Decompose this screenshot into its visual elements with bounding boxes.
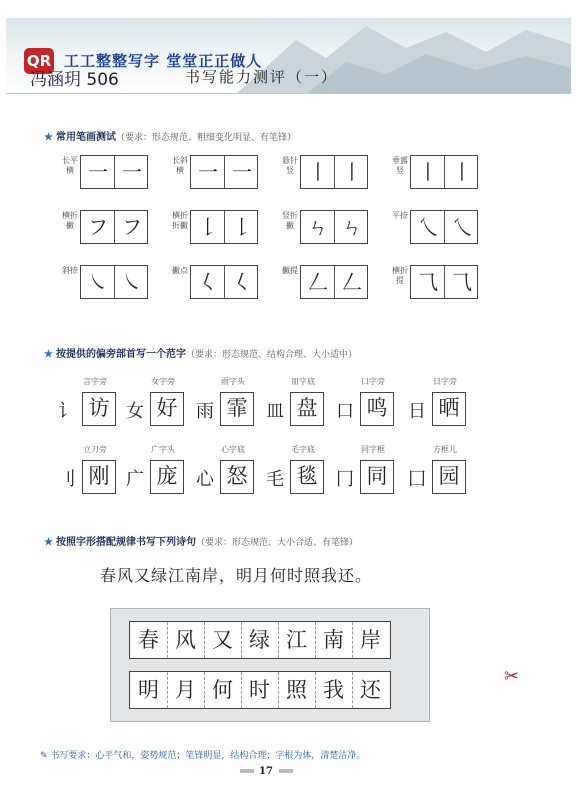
radical-glyph: 冂: [336, 469, 354, 490]
poem-divider: [241, 672, 242, 708]
stroke-sample: 𡿨: [198, 270, 218, 294]
poem-divider: [352, 672, 353, 708]
stroke-label: 竖折撇: [282, 211, 298, 230]
stroke-label: 悬针竖: [282, 156, 298, 175]
poem-divider: [204, 672, 205, 708]
radical-glyph: 毛: [266, 469, 284, 490]
stroke-practice-box: [410, 265, 478, 299]
brush-icon: ✎: [40, 751, 51, 761]
stroke-sample: 一: [122, 160, 142, 184]
star-icon: ★: [44, 132, 53, 143]
page-number-decoration: [279, 769, 293, 773]
poem-char: 明: [138, 678, 159, 702]
stroke-practice-box: [190, 265, 258, 299]
poem-char: 江: [286, 628, 307, 652]
stroke-sample: ⺄: [452, 270, 472, 294]
stroke-sample: ㄣ: [308, 215, 328, 239]
radical-name: 同字框: [361, 445, 385, 454]
stroke-sample: 𠄌: [198, 215, 218, 239]
poem-char: 照: [286, 678, 307, 702]
section2-requirement: （要求：形态规范、结构合理、大小适中）: [185, 350, 357, 360]
example-char-box: 访: [82, 392, 116, 426]
section2-title: 按提供的偏旁部首写一个范字: [55, 349, 186, 360]
stroke-label: 横折撇: [62, 211, 78, 230]
stroke-sample: 一: [88, 160, 108, 184]
example-char-box: 盘: [290, 392, 324, 426]
example-char-box: 刚: [82, 460, 116, 494]
student-name: 冯涵玥 506: [30, 70, 119, 90]
poem-char: 绿: [249, 628, 270, 652]
poem-char: 还: [360, 678, 381, 702]
poem-divider: [315, 672, 316, 708]
example-char-box: 鸣: [360, 392, 394, 426]
stroke-sample: ㇏: [88, 270, 108, 294]
poem-frame: [110, 608, 430, 722]
example-char-box: 同: [360, 460, 394, 494]
poem-line-1: [129, 621, 391, 659]
poem-divider: [278, 622, 279, 658]
stroke-practice-box: [80, 210, 148, 244]
section3-requirement: （要求：形态规范、大小合适、有笔锋）: [195, 538, 358, 548]
stroke-sample: 𠃋: [342, 270, 362, 294]
example-char-box: 晒: [432, 392, 466, 426]
radical-glyph: 皿: [266, 401, 284, 422]
stroke-sample: 丨: [308, 160, 328, 184]
page-number-decoration: [240, 769, 254, 773]
poem-divider: [315, 622, 316, 658]
stroke-sample: 丨: [342, 160, 362, 184]
radical-glyph: 囗: [408, 469, 426, 490]
radical-glyph: 雨: [196, 401, 214, 422]
poem-char: 春: [138, 628, 159, 652]
radical-glyph: 女: [126, 401, 144, 422]
radical-glyph: 广: [126, 469, 144, 490]
poem-text: 春风又绿江南岸，明月何时照我还。: [100, 566, 373, 585]
poem-char: 南: [323, 628, 344, 652]
stroke-label: 斜捺: [62, 266, 78, 275]
section3-heading: [44, 533, 358, 548]
example-char-box: 园: [432, 460, 466, 494]
stroke-practice-box: [190, 210, 258, 244]
stroke-practice-box: [300, 265, 368, 299]
section1-title: 常用笔画测试: [55, 132, 116, 143]
radical-name: 皿字底: [291, 377, 315, 386]
poem-line-2: [129, 671, 391, 709]
stroke-label: 垂露竖: [392, 156, 408, 175]
stroke-practice-box: [190, 155, 258, 189]
stroke-label: 长斜横: [172, 156, 188, 175]
section3-title: 按照字形搭配规律书写下列诗句: [55, 537, 196, 548]
radical-name: 方框儿: [433, 445, 457, 454]
page-title: 书写能力测评（一）: [185, 68, 339, 86]
poem-divider: [278, 672, 279, 708]
stroke-practice-box: [410, 210, 478, 244]
stroke-sample: 𡿨: [232, 270, 252, 294]
poem-char: 又: [212, 628, 233, 652]
stroke-practice-box: [300, 155, 368, 189]
star-icon: ★: [44, 349, 53, 360]
footer-requirement-text: 书写要求：心平气和，姿势规范；笔锋明显，结构合理；字根为体，清楚洁净。: [50, 751, 366, 761]
stroke-sample: 𠃋: [308, 270, 328, 294]
stroke-sample: 丨: [452, 160, 472, 184]
radical-name: 雨字头: [221, 377, 245, 386]
footer-requirement: [40, 748, 365, 761]
poem-divider: [167, 672, 168, 708]
radical-glyph: 讠: [58, 401, 76, 422]
radical-name: 立刀旁: [83, 445, 107, 454]
poem-divider: [352, 622, 353, 658]
poem-char: 岸: [360, 628, 381, 652]
stroke-sample: 乀: [452, 215, 472, 239]
radical-glyph: 口: [336, 401, 354, 422]
radical-name: 口字旁: [361, 377, 385, 386]
poem-char: 月: [175, 678, 196, 702]
stroke-label: 平捺: [392, 211, 408, 220]
radical-name: 女字旁: [151, 377, 175, 386]
publisher-logo: QR: [24, 48, 54, 74]
radical-glyph: 心: [196, 469, 214, 490]
stroke-practice-box: [410, 155, 478, 189]
poem-char: 时: [249, 678, 270, 702]
section2-heading: [44, 345, 357, 360]
stroke-label: 长平横: [62, 156, 78, 175]
scissors-icon: ✂: [504, 666, 520, 687]
stroke-practice-box: [80, 265, 148, 299]
stroke-practice-box: [80, 155, 148, 189]
example-char-box: 毯: [290, 460, 324, 494]
poem-char: 何: [212, 678, 233, 702]
section1-heading: [44, 128, 296, 143]
radical-name: 心字底: [221, 445, 245, 454]
example-char-box: 霏: [220, 392, 254, 426]
stroke-sample: ㄣ: [342, 215, 362, 239]
example-char-box: 庞: [150, 460, 184, 494]
poem-divider: [167, 622, 168, 658]
stroke-sample: 𠄌: [232, 215, 252, 239]
radical-name: 毛字底: [291, 445, 315, 454]
slogan: 工工整整写字 堂堂正正做人: [64, 52, 263, 70]
radical-glyph: 日: [408, 401, 426, 422]
page-number: 17: [259, 766, 273, 777]
stroke-sample: フ: [88, 215, 108, 239]
stroke-practice-box: [300, 210, 368, 244]
stroke-sample: 一: [232, 160, 252, 184]
stroke-sample: フ: [122, 215, 142, 239]
section1-requirement: （要求：形态规范、粗细变化明显、有笔锋）: [115, 133, 296, 143]
stroke-label: 撇提: [282, 266, 298, 275]
poem-char: 我: [323, 678, 344, 702]
example-char-box: 怒: [220, 460, 254, 494]
radical-name: 言字旁: [83, 377, 107, 386]
stroke-label: 撇点: [172, 266, 188, 275]
stroke-sample: 一: [198, 160, 218, 184]
stroke-sample: ⺄: [418, 270, 438, 294]
star-icon: ★: [44, 537, 53, 548]
poem-char: 风: [175, 628, 196, 652]
stroke-label: 横折折撇: [172, 211, 188, 230]
stroke-sample: ㇏: [122, 270, 142, 294]
poem-divider: [241, 622, 242, 658]
radical-glyph: 刂: [58, 469, 76, 490]
stroke-label: 横折提: [392, 266, 408, 285]
stroke-sample: 丨: [418, 160, 438, 184]
radical-name: 日字旁: [433, 377, 457, 386]
stroke-sample: 乀: [418, 215, 438, 239]
example-char-box: 好: [150, 392, 184, 426]
poem-divider: [204, 622, 205, 658]
radical-name: 广字头: [151, 445, 175, 454]
